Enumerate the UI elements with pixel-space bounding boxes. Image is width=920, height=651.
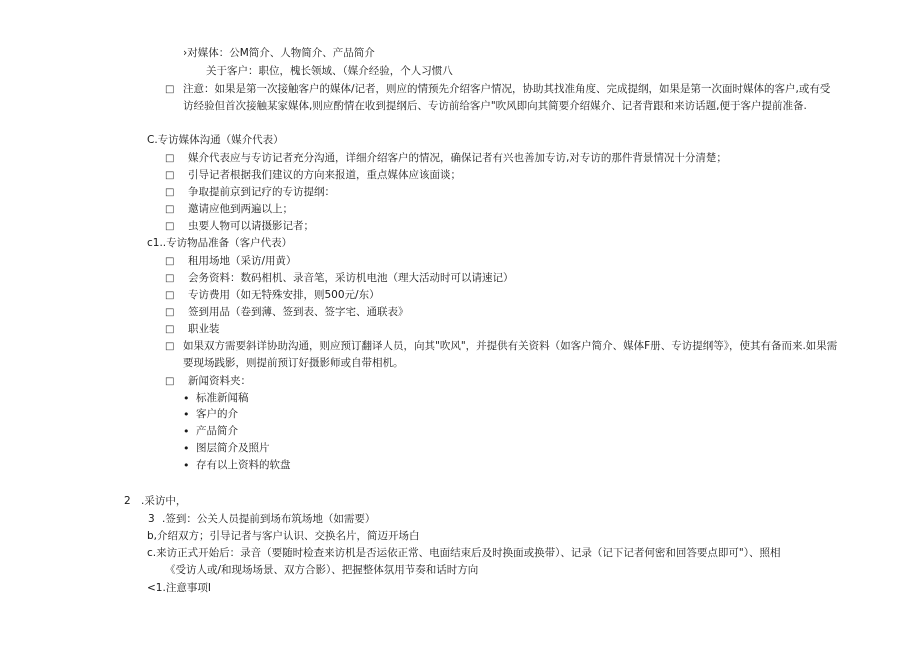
section-c-item: 虫要人物可以请摄影记者； (188, 220, 314, 232)
checkbox-marker: □ (165, 187, 175, 198)
checkbox-marker: □ (165, 273, 175, 284)
step-number: 3 (148, 513, 155, 525)
section-c1-item: 专访费用（如无特殊安排，则500元/东） (188, 289, 380, 301)
checkbox-marker: □ (165, 204, 175, 215)
press-kit-item: 标准新闻稿 (196, 392, 249, 404)
checkbox-marker: □ (165, 324, 175, 335)
section-2-number: 2 (124, 495, 131, 507)
section-c-item: 媒介代表应与专访记者充分沟通，详细介绍客户的情况，确保记者有兴也善加专访,对专访的那件背景情况十分清楚； (188, 152, 727, 164)
step-interview-continued: 《受访人或/和现场场景、双方合影）、把握整体氛用节奏和话时方向 (165, 564, 479, 576)
section-2-heading: .采访中， (141, 495, 187, 507)
checkbox-marker: □ (165, 290, 175, 301)
bullet-dot: • (183, 425, 190, 438)
checkbox-marker: □ (165, 221, 175, 232)
press-kit-label: 新闻资料夹： (188, 375, 251, 387)
checkbox-marker: □ (165, 170, 175, 181)
checkbox-marker: □ (165, 341, 175, 352)
section-c1-item: 职业装 (188, 323, 220, 335)
translator-paragraph: 如果双方需要斜详协助沟通，则应预订翻译人员，向其"吹风"，并提供有关资料（如客户简介、媒体F册、专访提纲等》，使其有备而来.如果需要现场践影，则提前预订好摄影师或自带相机。 (183, 340, 838, 369)
checkbox-marker: □ (165, 84, 175, 95)
step-sign-in: .签到：公关人员提前到场布筑场地（如需要） (162, 513, 376, 525)
section-c1-item: 签到用品（卷到薄、签到表、签字宅、通联表》 (188, 306, 409, 318)
bullet-dot: • (183, 442, 190, 455)
step-interview: c.来访正式开始后：录音（要随时检查来访机是否运依正常、电面结束后及时换面或换带）、记录（记下记者何密和回答要点即可"）、照相 (147, 547, 781, 559)
section-c1-item: 租用场地（采访/用黄） (188, 255, 297, 267)
section-c1-heading: c1..专访物品准备（客户代表） (147, 237, 293, 249)
section-c1-item: 会务资料：数码相机、录音笔，采访机电池（理大活动时可以请速记） (188, 272, 514, 284)
press-kit-item: 客户的介 (196, 408, 238, 420)
media-intro-line: ›对媒体：公M简介、人物简介、产品简介 (183, 47, 375, 59)
notes-heading: <1.注意事项I (147, 582, 211, 594)
step-introduce: b,介绍双方；引导记者与客户认识、交换名片，简迈开场白 (147, 530, 420, 542)
press-kit-item: 存有以上资料的软盘 (196, 459, 291, 471)
checkbox-marker: □ (165, 153, 175, 164)
bullet-dot: • (183, 392, 190, 405)
checkbox-marker: □ (165, 256, 175, 267)
press-kit-item: 图层简介及照片 (196, 442, 270, 454)
section-c-item: 邀请应他到两遍以上； (188, 203, 293, 215)
checkbox-marker: □ (165, 307, 175, 318)
press-kit-item: 产品简介 (196, 425, 238, 437)
bullet-dot: • (183, 408, 190, 421)
section-c-item: 引导记者根据我们建议的方向来报道，重点媒体应该面谈； (188, 169, 461, 181)
bullet-dot: • (183, 459, 190, 472)
checkbox-marker: □ (165, 376, 175, 387)
section-c-item: 争取提前京到记疗的专访提纲： (188, 186, 335, 198)
section-c-heading: C.专访媒体沟通（媒介代表） (147, 134, 284, 146)
client-info-line: 关于客户：职位，槐长领域、（媒介经验，个人习惯八 (206, 65, 453, 77)
note-paragraph: 注意：如果是第一次接触客户的媒体/记者，则应的情预先介绍客户情况，协助其找准角度、完成提纲，如果是第一次面时媒体的客户,或有受访经验但首次接触某家媒体,则应酌情在收到提纲后、专访前给客户"吹风即向其简要介绍媒介、记者背跟和来访话题,便于客户提前准备. (183, 83, 831, 112)
